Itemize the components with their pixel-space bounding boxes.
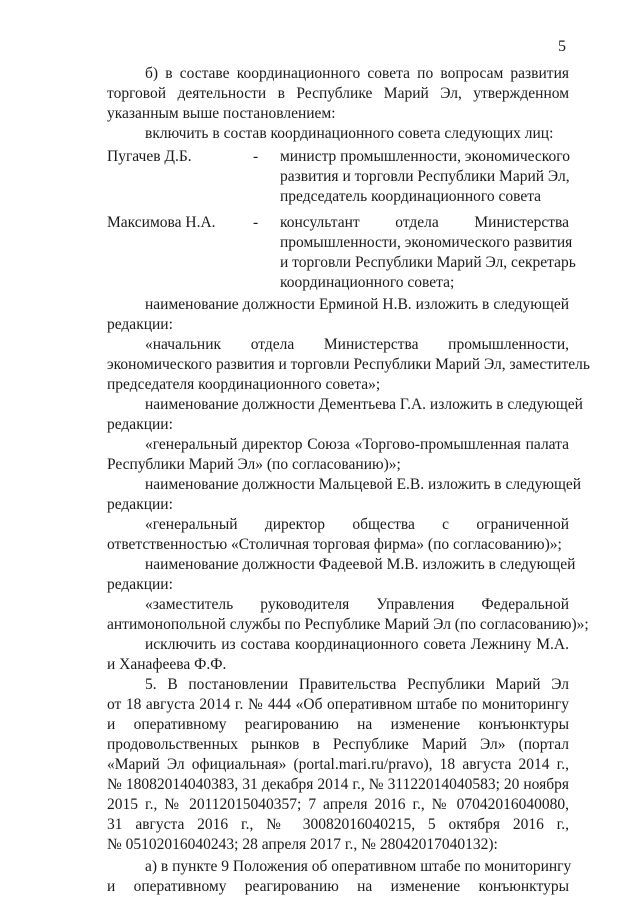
text-line: наименование должности Ерминой Н.В. изложить в следующей <box>145 296 569 313</box>
text-line: редакции: <box>107 316 173 333</box>
member-role-line: промышленности, экономического развития <box>280 234 573 251</box>
text-line: «заместитель руководителя Управления Федеральной <box>145 596 569 613</box>
member-dash: - <box>253 148 259 165</box>
text-line: 31 августа 2016 г., № 30082016040215, 5 октября 2016 г., <box>107 816 569 833</box>
text-line: исключить из состава координационного совета Лежнину М.А. <box>145 636 569 653</box>
text-line: № 05102016040243; 28 апреля 2017 г., № 28042017040132): <box>107 836 498 853</box>
text-line: редакции: <box>107 416 173 433</box>
text-line: указанным выше постановлением: <box>107 105 336 122</box>
text-line: № 18082014040383, 31 декабря 2014 г., № 31122014040583; 20 ноября <box>107 776 569 793</box>
text-line: «начальник отдела Министерства промышленности, <box>145 336 569 353</box>
member-role-line: и торговли Республики Марий Эл, секретарь <box>280 254 576 271</box>
member-name: Максимова Н.А. <box>107 214 216 231</box>
text-line: и Ханафеева Ф.Ф. <box>107 656 227 673</box>
text-line: антимонопольной службы по Республике Марий Эл (по согласованию)»; <box>107 616 589 633</box>
text-line: редакции: <box>107 496 173 513</box>
text-line: «генеральный директор Союза «Торгово-промышленная палата <box>145 436 569 453</box>
text-line: торговой деятельности в Республике Марий Эл, утвержденном <box>107 85 569 102</box>
text-line: Республики Марий Эл» (по согласованию)»; <box>107 456 401 473</box>
text-line: ответственностью «Столичная торговая фирма» (по согласованию)»; <box>107 536 562 553</box>
text-line: наименование должности Фадеевой М.В. изложить в следующей <box>145 556 576 573</box>
member-name: Пугачев Д.Б. <box>107 148 192 165</box>
text-line: включить в состав координационного совета следующих лиц: <box>145 125 554 142</box>
text-line: наименование должности Дементьева Г.А. изложить в следующей <box>145 396 583 413</box>
text-line: 5. В постановлении Правительства Республики Марий Эл <box>145 676 569 693</box>
member-dash: - <box>253 214 259 231</box>
text-line: от 18 августа 2014 г. № 444 «Об оперативном штабе по мониторингу <box>107 696 569 713</box>
text-line: редакции: <box>107 576 173 593</box>
text-line: б) в составе координационного совета по вопросам развития <box>145 65 569 82</box>
text-line: «генеральный директор общества с ограниченной <box>145 516 569 533</box>
member-role-line: координационного совета; <box>280 274 455 291</box>
member-role-line: развития и торговли Республики Марий Эл, <box>280 168 570 185</box>
member-role-line: председатель координационного совета <box>280 188 542 205</box>
text-line: «Марий Эл официальная» (portal.mari.ru/pravo), 18 августа 2014 г., <box>107 756 569 773</box>
page-number: 5 <box>558 38 566 55</box>
member-role-line: консультант отдела Министерства <box>280 214 569 231</box>
text-line: и оперативному реагированию на изменение конъюнктуры <box>107 878 569 895</box>
text-line: председателя координационного совета»; <box>107 376 381 393</box>
text-line: экономического развития и торговли Республики Марий Эл, заместитель <box>107 356 590 373</box>
text-line: а) в пункте 9 Положения об оперативном штабе по мониторингу <box>145 858 572 875</box>
text-line: наименование должности Мальцевой Е.В. изложить в следующей <box>145 476 582 493</box>
member-role-line: министр промышленности, экономического <box>280 148 571 165</box>
text-line: продовольственных рынков в Республике Марий Эл» (портал <box>107 736 569 753</box>
text-line: 2015 г., № 20112015040357; 7 апреля 2016 г., № 07042016040080, <box>107 796 569 813</box>
text-line: и оперативному реагированию на изменение конъюнктуры <box>107 716 569 733</box>
